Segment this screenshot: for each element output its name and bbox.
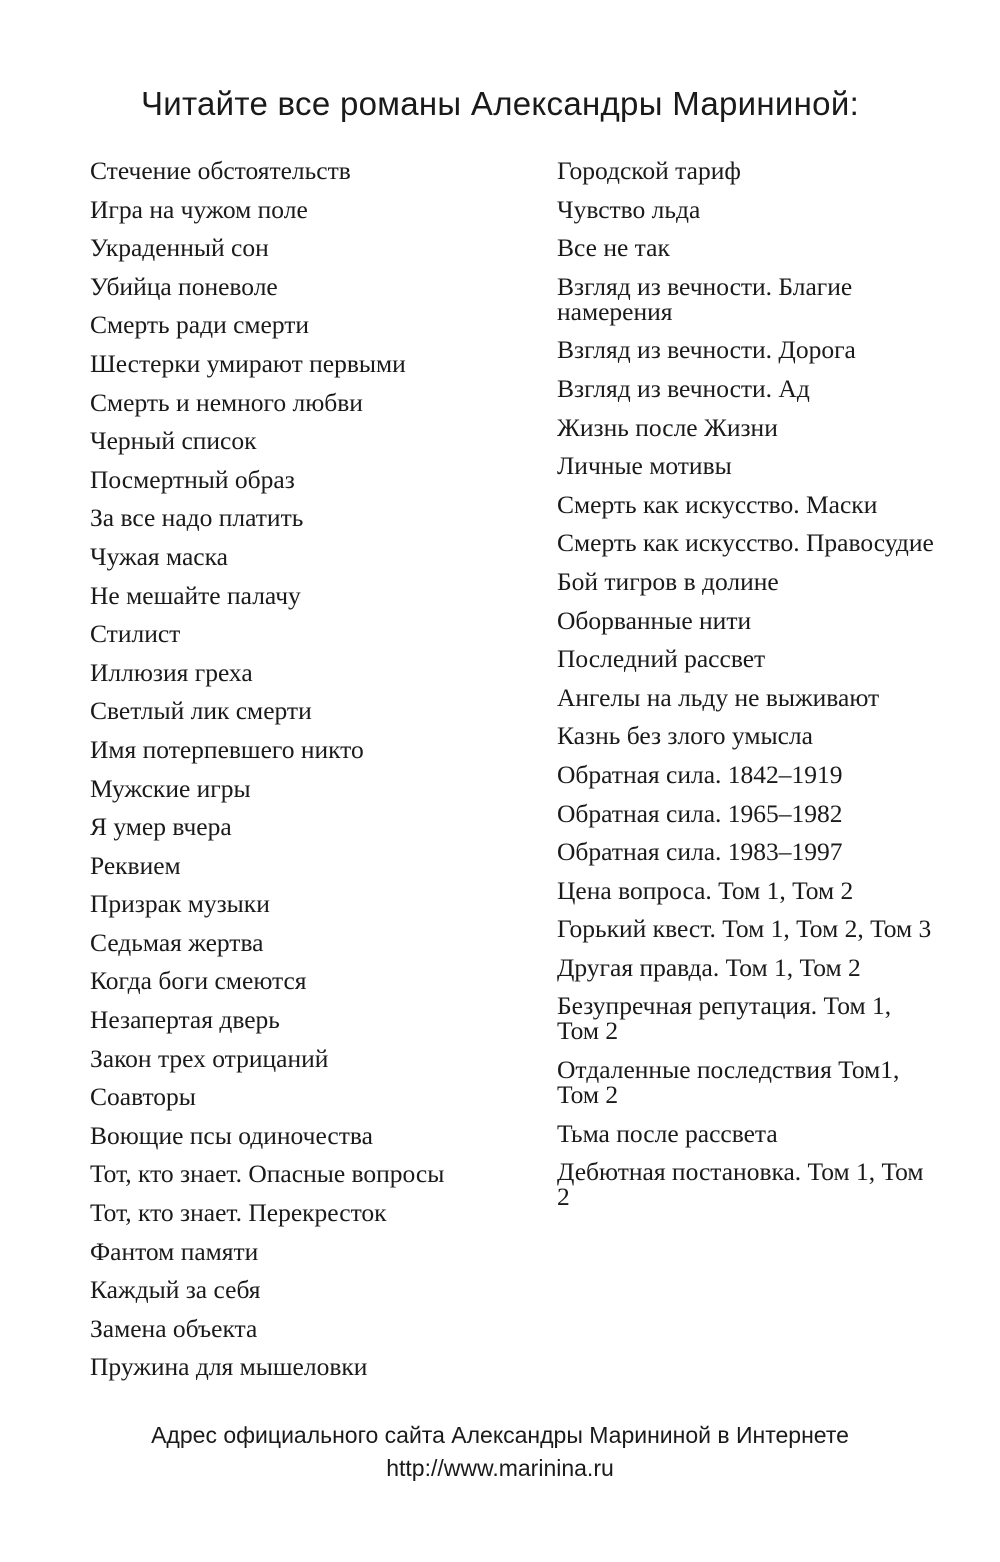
book-title: Взгляд из вечности. Ад — [557, 373, 810, 403]
book-title: Когда боги смеются — [90, 966, 307, 996]
book-title: Замена объекта — [90, 1313, 258, 1343]
book-title: За все надо платить — [90, 503, 304, 533]
book-title: Седьмая жертва — [90, 927, 264, 957]
book-title: Светлый лик смерти — [90, 696, 312, 726]
book-title: Чужая маска — [90, 541, 228, 571]
book-title: Я умер вчера — [90, 812, 232, 842]
book-title: Чувство льда — [557, 194, 701, 224]
book-title: Личные мотивы — [557, 451, 732, 481]
book-title: Посмертный образ — [90, 464, 295, 494]
book-title: Смерть ради смерти — [90, 310, 310, 340]
book-title: Тьма после рассвета — [557, 1118, 778, 1148]
book-title: Взгляд из вечности. Благие намерения — [557, 271, 853, 326]
book-title: Стечение обстоятельств — [90, 156, 351, 185]
book-title: Взгляд из вечности. Дорога — [557, 335, 856, 365]
book-title: Безупречная репутация. Том 1, Том 2 — [557, 991, 892, 1046]
book-list-right — [557, 152, 937, 1217]
book-title: Дебютная постановка. Том 1, Том 2 — [557, 1157, 924, 1212]
book-title: Другая правда. Том 1, Том 2 — [557, 952, 861, 982]
book-title: Воющие псы одиночества — [90, 1120, 373, 1150]
book-title: Незапертая дверь — [90, 1005, 280, 1035]
book-title: Не мешайте палачу — [90, 580, 301, 610]
book-title: Бой тигров в долине — [557, 566, 779, 596]
book-title: Городской тариф — [557, 156, 741, 185]
book-title: Тот, кто знает. Перекресток — [90, 1198, 387, 1228]
book-title: Ангелы на льду не выживают — [557, 682, 880, 712]
book-title: Украденный сон — [90, 233, 269, 263]
book-title: Оборванные нити — [557, 605, 752, 635]
book-title: Игра на чужом поле — [90, 194, 308, 224]
page-title: Читайте все романы Александры Марининой: — [140, 85, 860, 122]
book-title: Закон трех отрицаний — [90, 1043, 329, 1073]
website-caption: Адрес официального сайта Александры Марининой в Интернете — [151, 1422, 849, 1448]
book-title: Смерть и немного любви — [90, 387, 363, 417]
book-title: Имя потерпевшего никто — [90, 734, 364, 764]
book-title: Обратная сила. 1842–1919 — [557, 759, 843, 789]
book-title: Мужские игры — [90, 773, 251, 803]
book-title: Смерть как искусство. Правосудие — [557, 528, 934, 558]
book-title: Каждый за себя — [90, 1275, 261, 1305]
book-list-left — [90, 152, 530, 1387]
book-title: Тот, кто знает. Опасные вопросы — [90, 1159, 445, 1189]
book-title: Убийца поневоле — [90, 271, 278, 301]
book-title: Обратная сила. 1965–1982 — [557, 798, 843, 828]
book-title: Реквием — [90, 850, 181, 880]
book-title: Пружина для мышеловки — [90, 1352, 368, 1382]
book-title: Шестерки умирают первыми — [90, 348, 406, 378]
book-title: Черный список — [90, 426, 257, 456]
book-title: Призрак музыки — [90, 889, 270, 919]
book-title: Все не так — [557, 233, 670, 263]
book-title: Смерть как искусство. Маски — [557, 489, 878, 519]
book-title: Казнь без злого умысла — [557, 721, 813, 751]
book-title: Обратная сила. 1983–1997 — [557, 837, 843, 867]
book-title: Стилист — [90, 619, 181, 649]
book-title: Цена вопроса. Том 1, Том 2 — [557, 875, 854, 905]
book-title: Жизнь после Жизни — [557, 412, 778, 442]
website-url: http://www.marinina.ru — [386, 1455, 614, 1481]
book-title: Последний рассвет — [557, 644, 766, 674]
book-title: Отдаленные последствия Том1, Том 2 — [557, 1055, 900, 1110]
book-title: Горький квест. Том 1, Том 2, Том 3 — [557, 914, 932, 944]
book-title: Фантом памяти — [90, 1236, 259, 1266]
book-title: Иллюзия греха — [90, 657, 253, 687]
book-title: Соавторы — [90, 1082, 196, 1112]
